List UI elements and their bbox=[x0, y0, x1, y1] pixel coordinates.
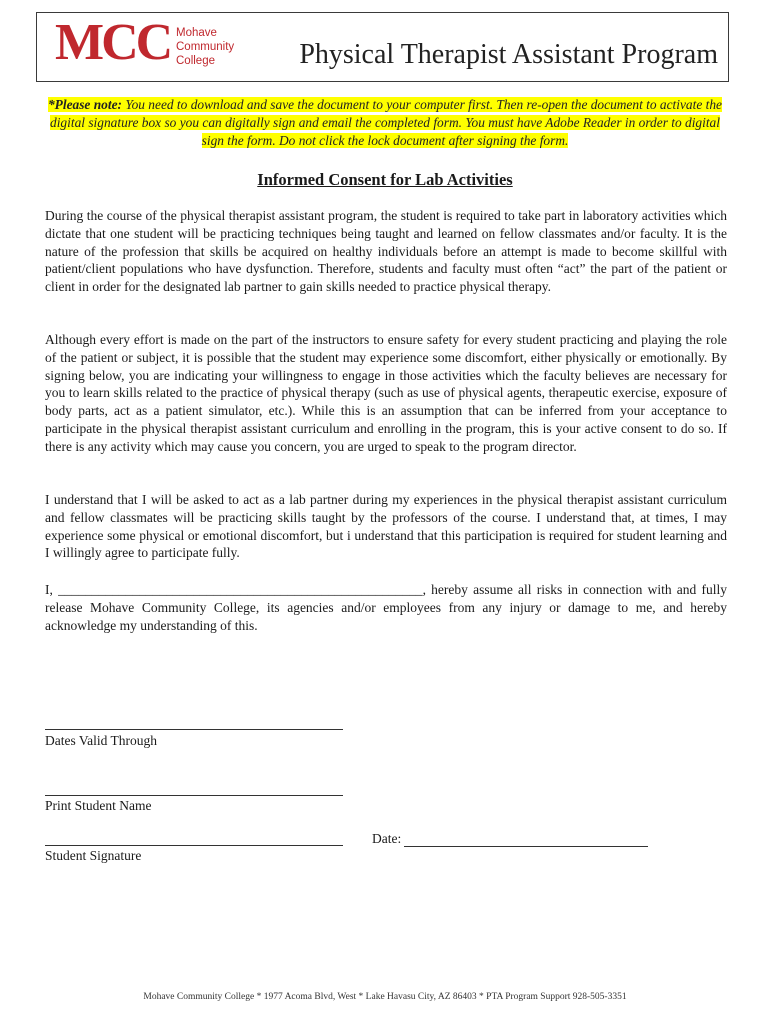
document-title: Informed Consent for Lab Activities bbox=[257, 170, 513, 189]
note-lead: *Please note: bbox=[47, 97, 122, 112]
date-field[interactable] bbox=[404, 846, 648, 847]
logo-word: Community bbox=[176, 41, 235, 53]
note-text: You need to download and save the document to your computer first. Then re-open the document to activate the digital signature box so you can digitally sign and email the completed form. You must have Adobe Reader in order to digital sign the form. Do not click the lock document after signing the form. bbox=[50, 97, 722, 148]
logo-word: Mohave bbox=[176, 27, 217, 39]
consent-paragraph: I understand that I will be asked to act as a lab partner during my experiences in the physical therapist assistant curriculum and fellow classmates will be practicing skills taught by the professors of the course. I understand that, at times, I may experience some physical or emotional discomfort, but i understand that this participation is required for student learning and I willingly agree to participate fully. bbox=[45, 492, 727, 561]
download-note bbox=[40, 96, 730, 150]
date-label: Date: bbox=[372, 831, 402, 846]
logo-word: College bbox=[176, 55, 215, 67]
page-footer: Mohave Community College * 1977 Acoma Blvd, West * Lake Havasu City, AZ 86403 * PTA Program Support 928-505-3351 bbox=[143, 992, 627, 1002]
logo-college-name bbox=[176, 26, 266, 68]
header-box bbox=[36, 12, 729, 82]
program-title: Physical Therapist Assistant Program bbox=[299, 39, 718, 70]
release-paragraph: I, ______________________________________________________, hereby assume all risks in connection with and fully release Mohave Community College, its agencies and/or employees from any injury or damage to me, and hereby acknowledge my understanding of this. bbox=[45, 582, 727, 633]
note-highlight bbox=[48, 97, 722, 148]
print-name-label: Print Student Name bbox=[45, 798, 152, 813]
student-signature-label: Student Signature bbox=[45, 848, 142, 863]
print-name-field[interactable] bbox=[45, 795, 343, 796]
dates-valid-field[interactable] bbox=[45, 729, 343, 730]
consent-paragraph: Although every effort is made on the part of the instructors to ensure safety for every student practicing and playing the role of the patient or subject, it is possible that the student may experience some discomfort, either physically or emotionally. By signing below, you are indicating your willingness to engage in those activities which the faculty believes are necessary for you to learn skills related to the practice of physical therapy (such as use of physical agents, therapeutic exercise, exposure of body parts, act as a patient simulator, etc.). While this is an assumption that can be inferred from your acceptance to participate in the physical therapist assistant curriculum and enrolling in the program, this is your active consent to do so. If there is any activity which may cause you concern, you are urged to speak to the program director. bbox=[45, 332, 727, 454]
consent-paragraph: During the course of the physical therapist assistant program, the student is required to take part in laboratory activities which dictate that one student will be practicing techniques being taught and learned on fellow classmates and/or faculty. It is the nature of the profession that skills be acquired on healthy individuals before an attempt is made to become skillful with patient/client populations who have dysfunction. Therefore, students and faculty must often “act” the part of the patient or client in order for the designated lab partner to gain skills needed to practice physical therapy. bbox=[45, 208, 727, 295]
logo-letters: MCC bbox=[55, 14, 171, 71]
dates-valid-label: Dates Valid Through bbox=[45, 733, 157, 748]
student-signature-field[interactable] bbox=[45, 845, 343, 846]
